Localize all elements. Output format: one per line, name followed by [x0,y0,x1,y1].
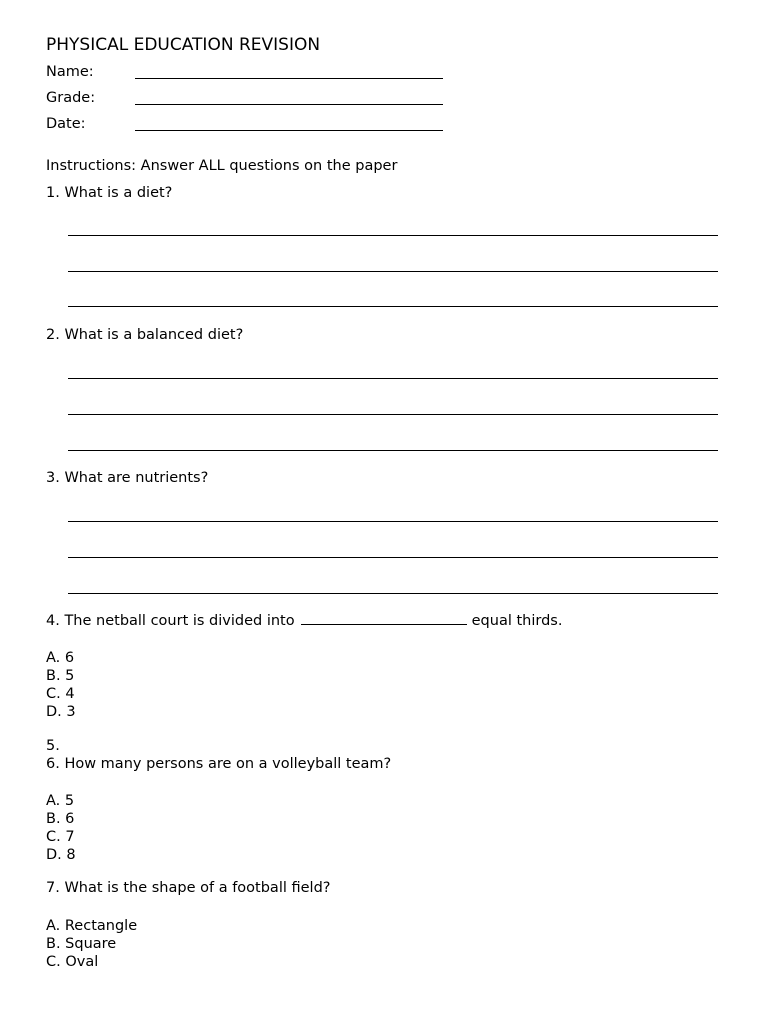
q1-answer-line-1[interactable] [68,235,718,236]
q7-option-c[interactable]: C. Oval [46,954,99,970]
question-7: 7. What is the shape of a football field? [46,880,331,896]
grade-field[interactable] [135,104,443,105]
question-4-text-start: 4. The netball court is divided into [46,613,295,629]
name-label: Name: [46,64,94,80]
grade-label: Grade: [46,90,96,106]
q4-option-b[interactable]: B. 5 [46,668,75,684]
question-2: 2. What is a balanced diet? [46,327,244,343]
date-label: Date: [46,116,86,132]
page-title: PHYSICAL EDUCATION REVISION [46,35,321,55]
date-field[interactable] [135,130,443,131]
q1-answer-line-3[interactable] [68,306,718,307]
q7-options [46,917,137,971]
question-5: 5. [46,738,60,754]
q6-option-d[interactable]: D. 8 [46,847,76,863]
q2-answer-line-3[interactable] [68,450,718,451]
q6-option-c[interactable]: C. 7 [46,829,75,845]
name-field[interactable] [135,78,443,79]
q3-answer-line-2[interactable] [68,557,718,558]
q4-option-d[interactable]: D. 3 [46,704,76,720]
q4-option-c[interactable]: C. 4 [46,686,75,702]
question-6: 6. How many persons are on a volleyball team? [46,756,392,772]
q6-option-a[interactable]: A. 5 [46,793,75,809]
question-4-text-end: equal thirds. [471,613,563,629]
q2-answer-line-1[interactable] [68,378,718,379]
q6-option-b[interactable]: B. 6 [46,811,75,827]
q7-option-b[interactable]: B. Square [46,936,117,952]
q4-options [46,649,76,721]
question-1: 1. What is a diet? [46,185,173,201]
q2-answer-line-2[interactable] [68,414,718,415]
q4-option-a[interactable]: A. 6 [46,650,75,666]
q7-option-a[interactable]: A. Rectangle [46,918,138,934]
question-4 [46,613,562,629]
q3-answer-line-3[interactable] [68,593,718,594]
instructions-text: Instructions: Answer ALL questions on the paper [46,158,398,174]
q6-options [46,792,76,864]
q3-answer-line-1[interactable] [68,521,718,522]
question-3: 3. What are nutrients? [46,470,209,486]
q1-answer-line-2[interactable] [68,271,718,272]
q4-fill-blank[interactable] [301,624,467,625]
